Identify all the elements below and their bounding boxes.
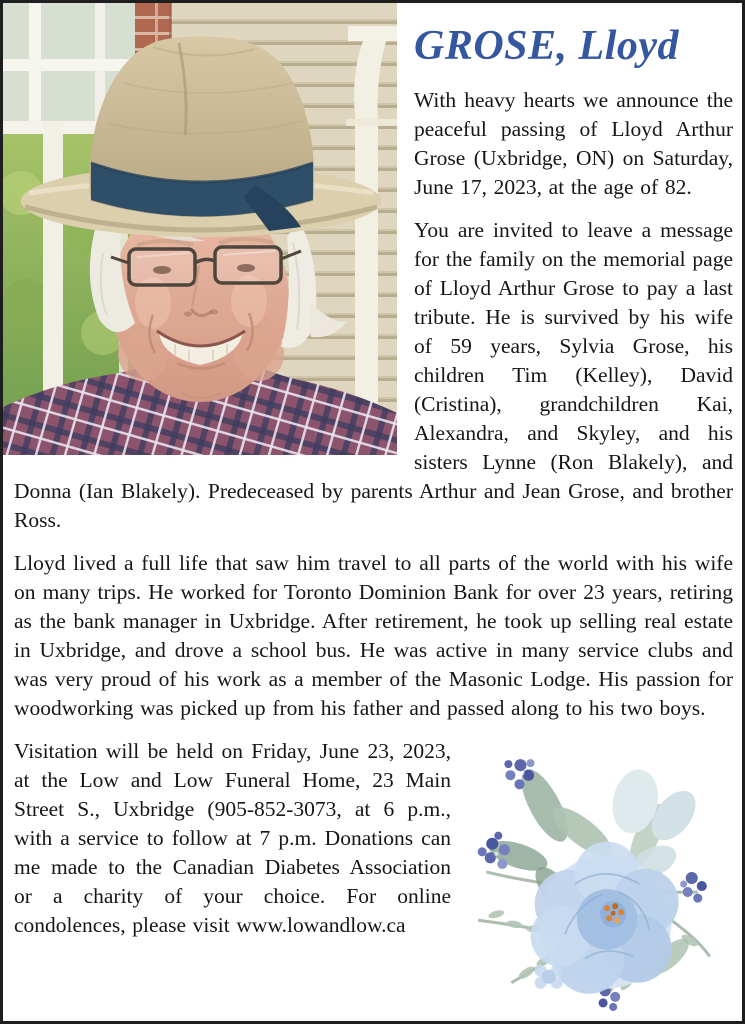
obituary-title: GROSE, Lloyd — [414, 23, 680, 69]
portrait-photo — [3, 3, 397, 455]
flower-illustration-image — [454, 743, 730, 1015]
flower-illustration — [454, 743, 730, 1015]
website-text: www.lowandlow.ca — [236, 913, 406, 937]
small-flower — [535, 965, 563, 989]
visitation-section — [14, 737, 451, 940]
life-story-paragraph: Lloyd lived a full life that saw him travel to all parts of the world with his wife on many trips. He worked for Toronto Dominion Bank for over 23 years, retiring as the bank manager in Uxbridge. After retirement, he took up selling real estate in Uxbridge, and drove a school bus. He was active in many service clubs and was very proud of his work as a member of the Masonic Lodge. His passion for woodworking was picked up from his father and passed along to his two boys. — [14, 551, 733, 720]
portrait-photo-image — [3, 3, 397, 455]
visitation-paragraph — [14, 737, 451, 940]
family-paragraph: You are invited to leave a message for the family on the memorial page of Lloyd Arthur Grose to pay a last tribute. He is survived by his wife of 59 years, Sylvia Grose, his children Tim (Kelley), David (Cristina), grandchildren Kai, Alexandra, and Skyley, and his sisters Lynne (Ron Blakely), and Donna (Ian Blakely). Predeceased by parents Arthur and Jean Grose, and brother Ross. — [14, 218, 733, 532]
visitation-text: Visitation will be held on Friday, June 23, 2023, at the Low and Low Funeral Home, 23 Main Street S., Uxbridge (905-852-3073, at 6 p.m., with a service to follow at 7 p.m. Donations can me made to the Canadian Diabetes Association or a charity of your choice. For online condolences, please visit — [14, 739, 451, 937]
announcement-paragraph: With heavy hearts we announce the peaceful passing of Lloyd Arthur Grose (Uxbridge, ON) on Saturday, June 17, 2023, at the age of 82. — [414, 88, 733, 199]
